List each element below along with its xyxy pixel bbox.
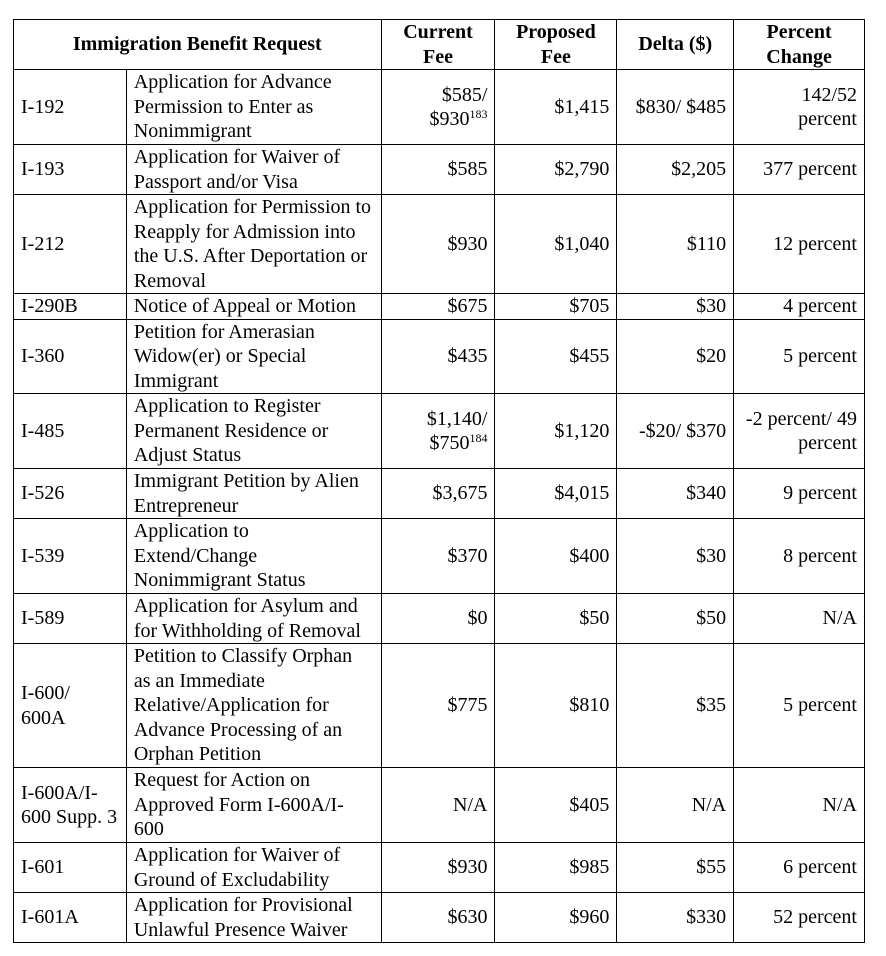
form-number: I-290B: [14, 294, 127, 320]
proposed-fee: $985: [495, 843, 617, 893]
current-fee: $0: [381, 594, 495, 644]
form-title: Application to Extend/Change Nonimmigrant Status: [126, 519, 381, 594]
form-title: Application to Register Permanent Residence or Adjust Status: [126, 394, 381, 469]
current-fee: $585: [381, 145, 495, 195]
proposed-fee: $810: [495, 644, 617, 768]
form-title: Notice of Appeal or Motion: [126, 294, 381, 320]
current-fee: $435: [381, 319, 495, 394]
form-number: I-192: [14, 70, 127, 145]
table-row: [14, 893, 865, 943]
form-title: Application for Waiver of Passport and/or Visa: [126, 145, 381, 195]
proposed-fee: $50: [495, 594, 617, 644]
footnote-ref: 184: [469, 431, 488, 445]
document-page: [13, 19, 865, 943]
delta-value: -$20/ $370: [617, 394, 734, 469]
header-row: [14, 20, 865, 70]
percent-change: 377 percent: [734, 145, 865, 195]
proposed-fee: $960: [495, 893, 617, 943]
percent-change: 52 percent: [734, 893, 865, 943]
current-fee: N/A: [381, 768, 495, 843]
current-fee: [381, 70, 495, 145]
current-fee: $630: [381, 893, 495, 943]
table-row: [14, 768, 865, 843]
delta-value: $50: [617, 594, 734, 644]
proposed-fee: $705: [495, 294, 617, 320]
delta-value: $110: [617, 195, 734, 294]
current-fee: $930: [381, 195, 495, 294]
form-number: I-601A: [14, 893, 127, 943]
table-row: [14, 644, 865, 768]
proposed-fee: $455: [495, 319, 617, 394]
delta-value: N/A: [617, 768, 734, 843]
proposed-fee: $1,120: [495, 394, 617, 469]
percent-change: 6 percent: [734, 843, 865, 893]
current-fee: $675: [381, 294, 495, 320]
percent-change: 5 percent: [734, 319, 865, 394]
table-row: [14, 145, 865, 195]
footnote-ref: 183: [469, 107, 488, 121]
fee-comparison-table: [13, 19, 865, 943]
delta-value: $330: [617, 893, 734, 943]
form-title: Immigrant Petition by Alien Entrepreneur: [126, 469, 381, 519]
form-number: I-600/ 600A: [14, 644, 127, 768]
header-proposed-fee: Proposed Fee: [495, 20, 617, 70]
proposed-fee: $1,040: [495, 195, 617, 294]
current-fee: $370: [381, 519, 495, 594]
table-row: [14, 70, 865, 145]
form-title: Request for Action on Approved Form I-600A/I-600: [126, 768, 381, 843]
current-fee: $3,675: [381, 469, 495, 519]
header-current-fee: Current Fee: [381, 20, 495, 70]
percent-change: 12 percent: [734, 195, 865, 294]
delta-value: $340: [617, 469, 734, 519]
proposed-fee: $1,415: [495, 70, 617, 145]
percent-change: N/A: [734, 768, 865, 843]
table-row: [14, 394, 865, 469]
proposed-fee: $4,015: [495, 469, 617, 519]
proposed-fee: $2,790: [495, 145, 617, 195]
delta-value: $830/ $485: [617, 70, 734, 145]
table-body: [14, 70, 865, 943]
percent-change: -2 percent/ 49 percent: [734, 394, 865, 469]
table-row: [14, 319, 865, 394]
current-fee: $775: [381, 644, 495, 768]
current-fee-value: $585/ $930: [429, 83, 488, 130]
form-title: Application for Provisional Unlawful Presence Waiver: [126, 893, 381, 943]
form-number: I-600A/I-600 Supp. 3: [14, 768, 127, 843]
header-percent-change: Percent Change: [734, 20, 865, 70]
form-title: Application for Advance Permission to Enter as Nonimmigrant: [126, 70, 381, 145]
current-fee-value: $1,140/ $750: [426, 407, 488, 454]
table-row: [14, 519, 865, 594]
percent-change: 5 percent: [734, 644, 865, 768]
delta-value: $30: [617, 519, 734, 594]
delta-value: $35: [617, 644, 734, 768]
form-number: I-526: [14, 469, 127, 519]
table-row: [14, 469, 865, 519]
delta-value: $55: [617, 843, 734, 893]
percent-change: 142/52 percent: [734, 70, 865, 145]
delta-value: $30: [617, 294, 734, 320]
table-row: [14, 294, 865, 320]
proposed-fee: $405: [495, 768, 617, 843]
table-row: [14, 843, 865, 893]
form-number: I-360: [14, 319, 127, 394]
form-number: I-485: [14, 394, 127, 469]
form-number: I-601: [14, 843, 127, 893]
header-delta: Delta ($): [617, 20, 734, 70]
form-number: I-589: [14, 594, 127, 644]
current-fee: $930: [381, 843, 495, 893]
current-fee: [381, 394, 495, 469]
percent-change: 8 percent: [734, 519, 865, 594]
table-header: [14, 20, 865, 70]
header-request: Immigration Benefit Request: [14, 20, 382, 70]
percent-change: 4 percent: [734, 294, 865, 320]
form-number: I-193: [14, 145, 127, 195]
form-number: I-212: [14, 195, 127, 294]
percent-change: N/A: [734, 594, 865, 644]
form-title: Application for Asylum and for Withholding of Removal: [126, 594, 381, 644]
form-title: Application for Waiver of Ground of Excludability: [126, 843, 381, 893]
delta-value: $2,205: [617, 145, 734, 195]
form-title: Petition for Amerasian Widow(er) or Special Immigrant: [126, 319, 381, 394]
table-row: [14, 594, 865, 644]
percent-change: 9 percent: [734, 469, 865, 519]
form-title: Application for Permission to Reapply for Admission into the U.S. After Deportation or Removal: [126, 195, 381, 294]
table-row: [14, 195, 865, 294]
proposed-fee: $400: [495, 519, 617, 594]
delta-value: $20: [617, 319, 734, 394]
form-title: Petition to Classify Orphan as an Immediate Relative/Application for Advance Processing of an Orphan Petition: [126, 644, 381, 768]
form-number: I-539: [14, 519, 127, 594]
